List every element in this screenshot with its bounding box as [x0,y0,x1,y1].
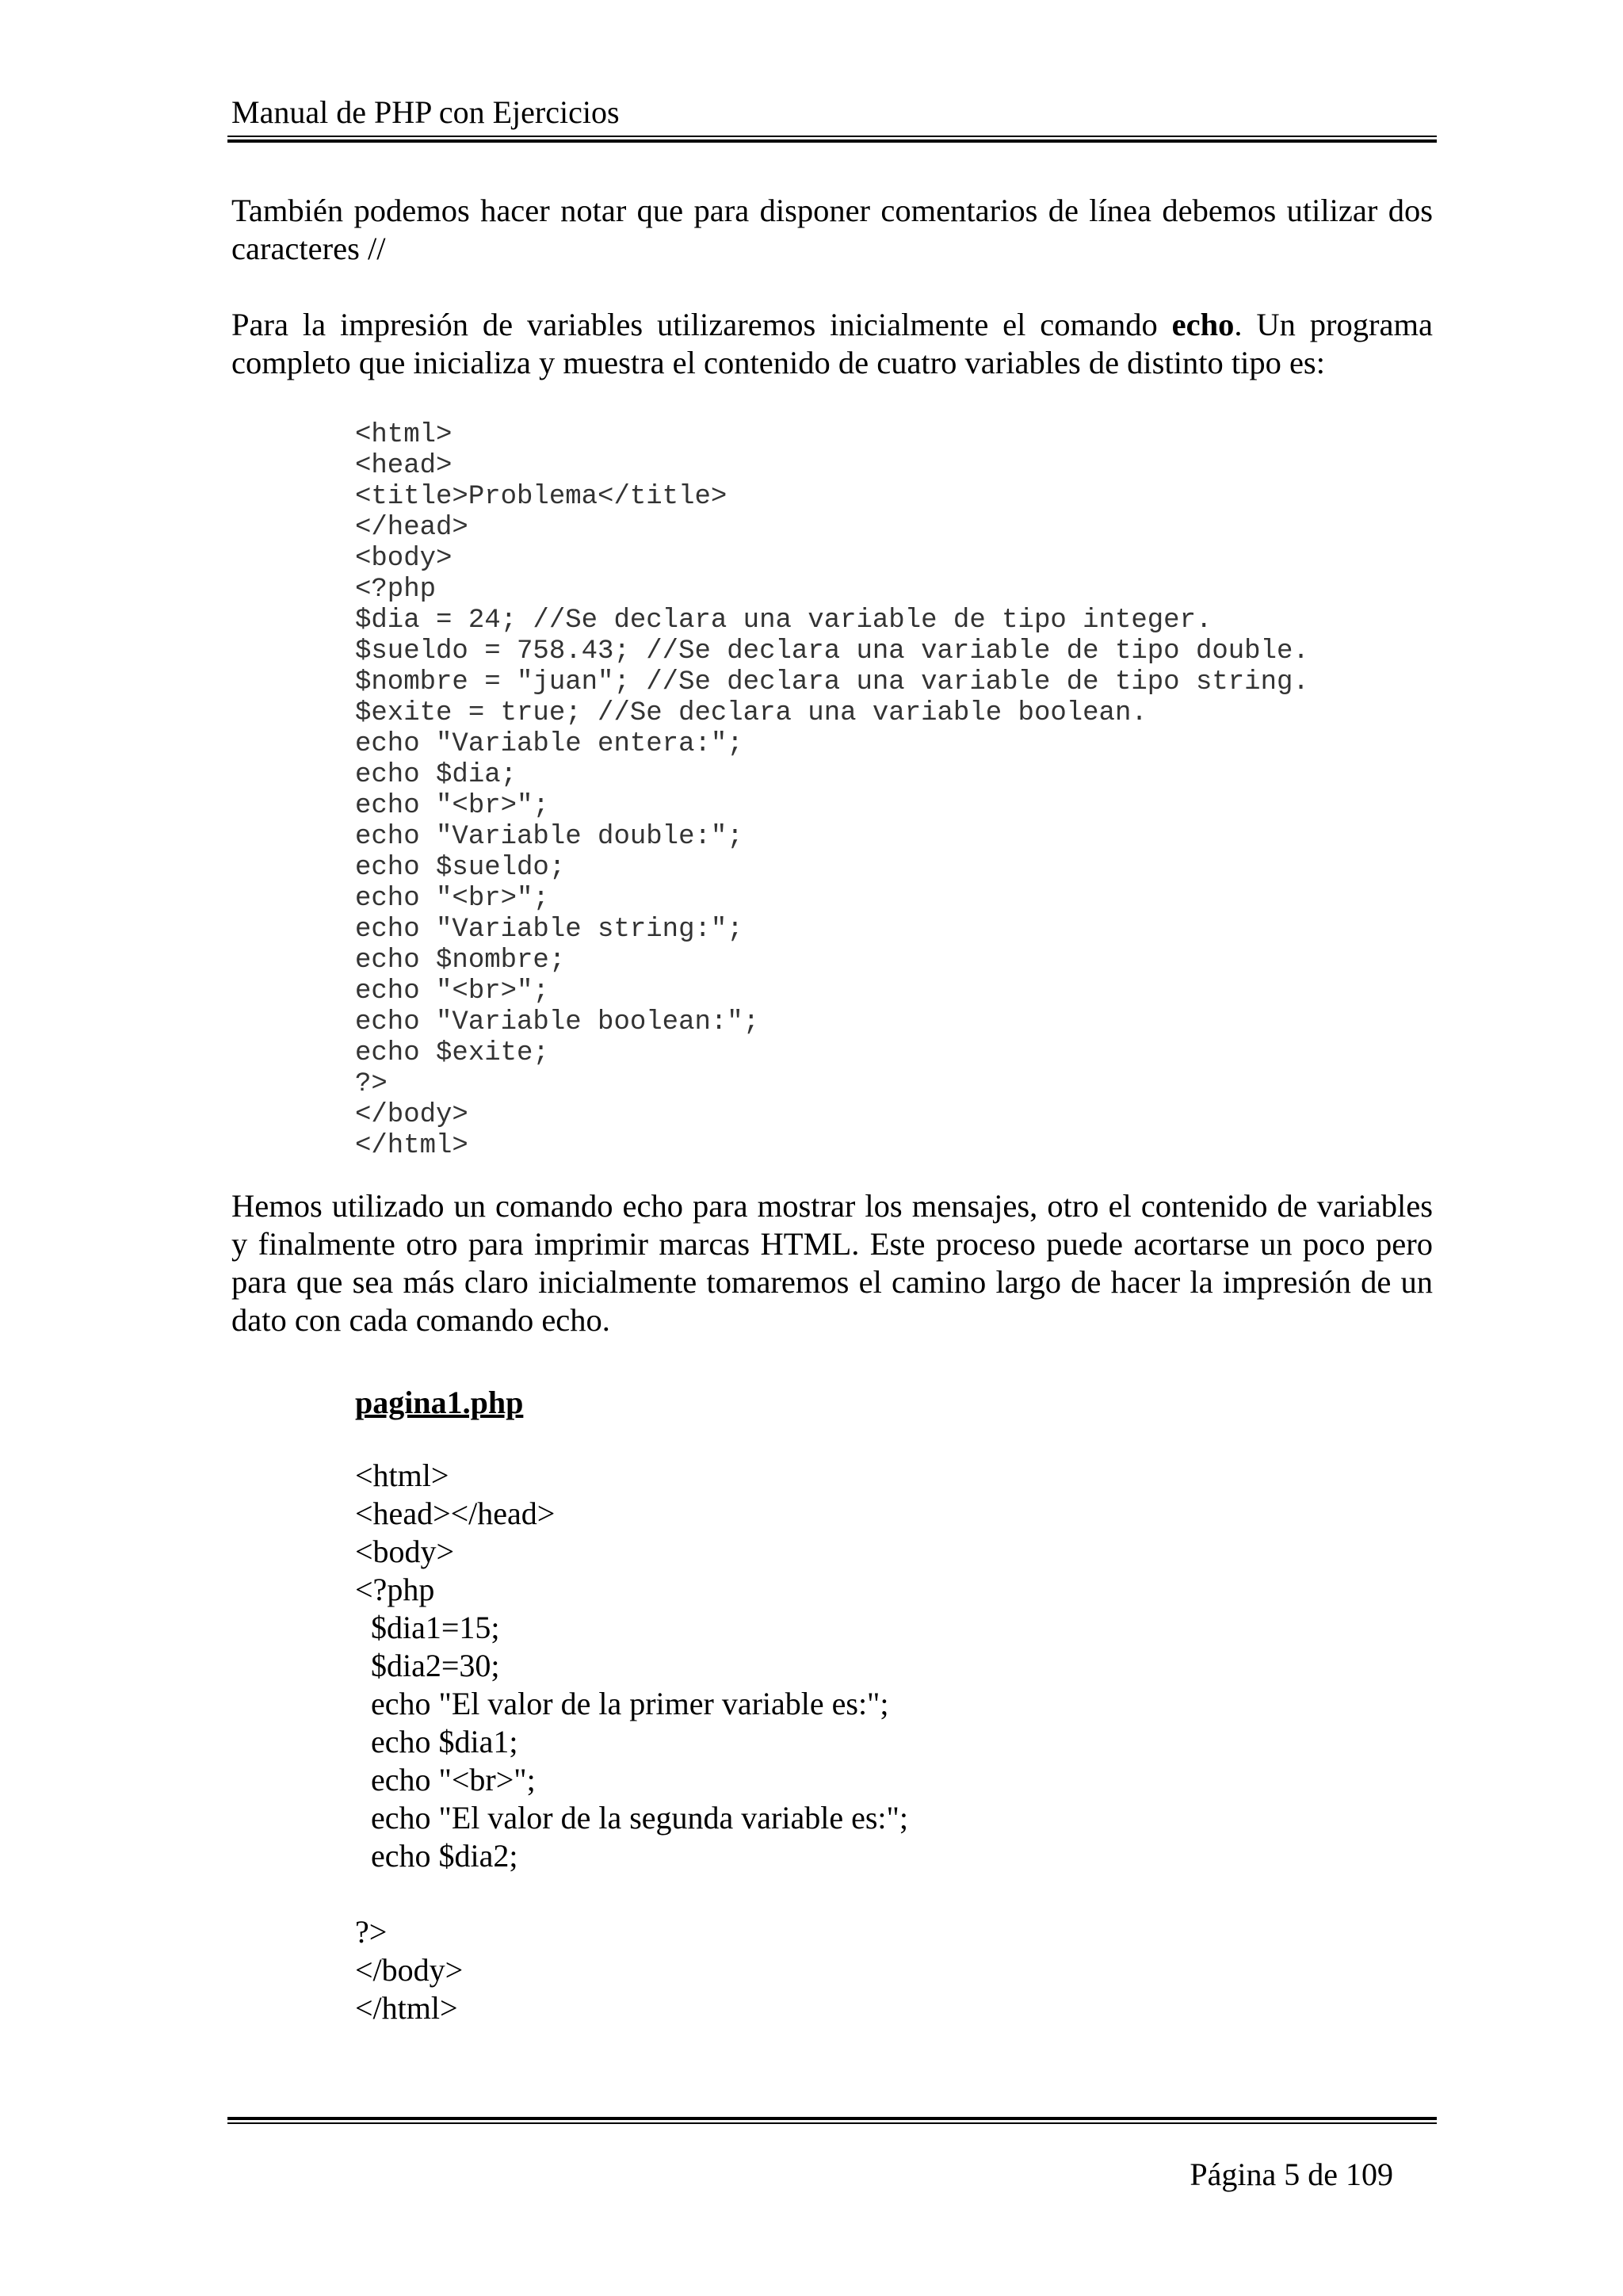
code-line: <head></head> [355,1496,556,1531]
code-line: echo $nombre; [355,946,566,976]
code-line: echo $dia2; [355,1838,518,1874]
code-line: ?> [355,1069,388,1099]
echo-keyword: echo [1171,307,1235,342]
paragraph-comments: También podemos hacer notar que para disponer comentarios de línea debemos utilizar dos caracteres // [231,193,1433,266]
code-line: $nombre = "juan"; //Se declara una variable de tipo string. [355,667,1309,697]
footer-rule-thin [227,2122,1437,2124]
code-line: echo "Variable string:"; [355,915,743,945]
code-line: <html> [355,420,453,450]
code-line: echo $dia1; [355,1724,518,1759]
code-line: <?php [355,1572,435,1607]
paragraph-echo-explanation: Hemos utilizado un comando echo para mostrar los mensajes, otro el contenido de variables y finalmente otro para imprimir marcas HTML. Este proceso puede acortarse un poco pero para que sea más claro inicialmente tomaremos el camino largo de hacer la impresión de un dato con cada comando echo. [231,1188,1433,1338]
code-line: $exite = true; //Se declara una variable boolean. [355,698,1148,728]
code-line: echo "El valor de la primer variable es:"; [355,1686,889,1721]
header-title: Manual de PHP con Ejercicios [231,94,620,130]
code-line: echo "<br>"; [355,884,549,914]
code-line: </body> [355,1952,464,1988]
paragraph-echo-intro [231,306,1433,382]
code-line: </body> [355,1100,468,1130]
code-line: $dia1=15; [355,1610,500,1645]
code-line: </head> [355,513,468,543]
code-line: echo "Variable boolean:"; [355,1007,760,1037]
code-line: </html> [355,1131,468,1161]
code-line [355,1875,908,1913]
paragraph-echo-intro-end: . Un programa completo que inicializa y muestra el contenido de cuatro variables de distinto tipo es: [231,307,1433,380]
code-line: echo "Variable double:"; [355,822,743,852]
code-line: echo "<br>"; [355,1762,536,1797]
code-block-variables [355,420,1309,1162]
code-line: ?> [355,1914,388,1950]
code-line: <body> [355,1534,455,1569]
code-line: echo "<br>"; [355,791,549,821]
page-number: Página 5 de 109 [1190,2157,1393,2192]
code-line: echo "El valor de la segunda variable es:"; [355,1800,908,1836]
code-line: </html> [355,1990,458,2026]
code-line: <body> [355,544,453,574]
code-line: <html> [355,1457,449,1493]
footer-rule-thick [227,2117,1437,2120]
code-line: echo $sueldo; [355,853,566,883]
code-line: echo $dia; [355,760,517,790]
code-line: $dia = 24; //Se declara una variable de tipo integer. [355,606,1212,636]
file-title: pagina1.php [355,1385,524,1420]
header-rule-thick [227,139,1437,143]
code-line: echo "<br>"; [355,976,549,1007]
header-rule-thin [227,136,1437,137]
code-line: echo "Variable entera:"; [355,729,743,759]
code-line: $sueldo = 758.43; //Se declara una variable de tipo double. [355,636,1309,667]
code-line: <head> [355,451,453,481]
code-line: <?php [355,575,437,605]
code-block-pagina1 [355,1457,908,2027]
code-line: echo $exite; [355,1038,549,1068]
code-line: <title>Problema</title> [355,482,727,512]
code-line: $dia2=30; [355,1648,500,1683]
paragraph-echo-intro-start: Para la impresión de variables utilizaremos inicialmente el comando [231,307,1172,342]
